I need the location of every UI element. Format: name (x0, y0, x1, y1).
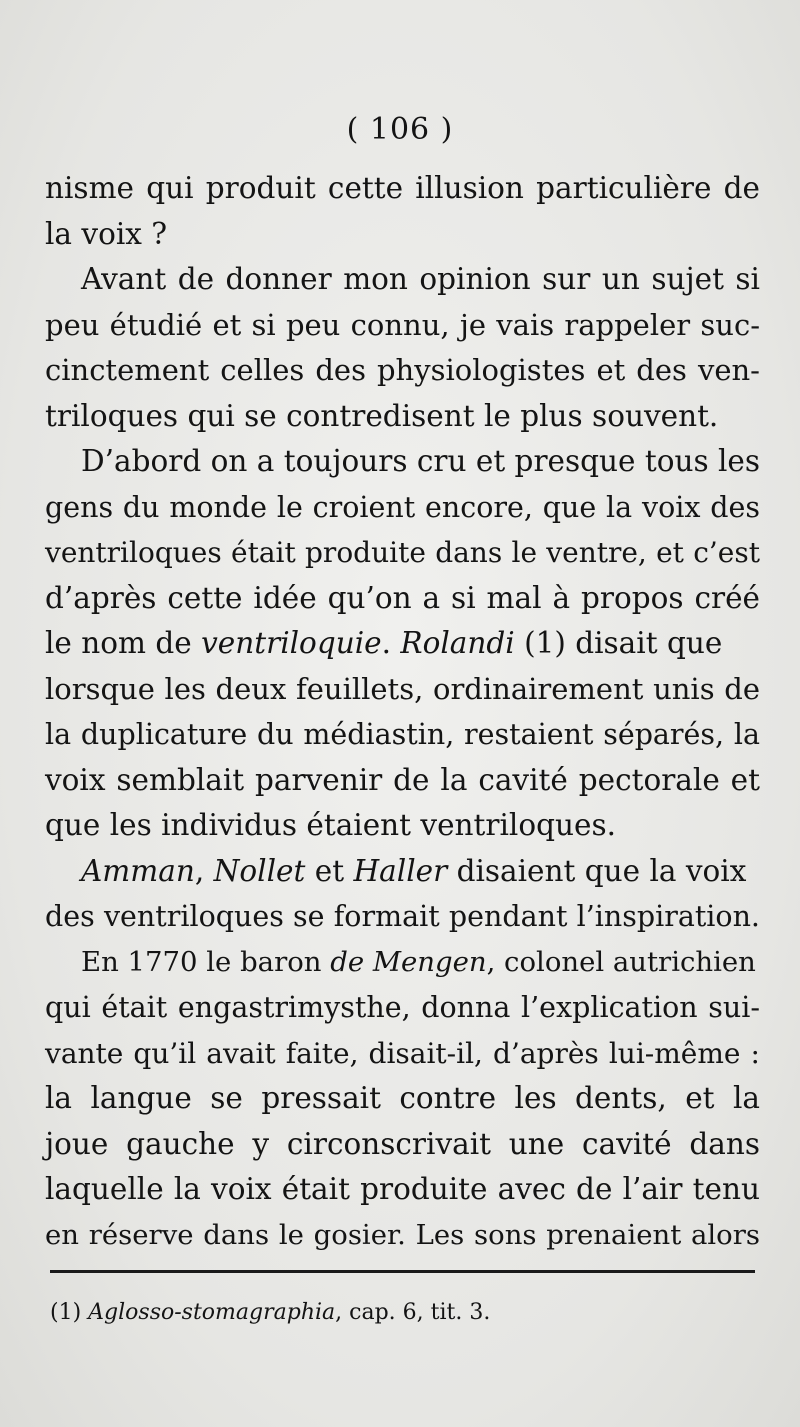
italic-segment: Haller (353, 853, 448, 888)
text-line: vante qu’il avait faite, disait-il, d’après lui-même : (45, 1036, 760, 1070)
footnote-reference: , cap. 6, tit. 3. (335, 1300, 491, 1325)
text-line (45, 576, 760, 622)
text-line (45, 940, 760, 986)
text-line (45, 621, 760, 667)
italic-segment: Amman (81, 853, 195, 888)
text-line: la langue se pressait contre les dents, et la (45, 1081, 760, 1115)
text-line: triloques qui se contredisent le plus souvent. (45, 398, 719, 433)
text-line: des ventriloques se formait pendant l’inspiration. (45, 900, 760, 933)
text-segment: En 1770 le baron (81, 945, 331, 978)
body-text (45, 166, 760, 1258)
text-line: la voix ? (45, 216, 168, 251)
text-segment: d’après cette idée qu’on a si mal à propos créé (45, 580, 760, 615)
text-line: que les individus étaient ventriloques. (45, 808, 616, 842)
text-line (45, 849, 760, 895)
text-segment: et (305, 853, 354, 888)
page-number: ( 106 ) (346, 112, 454, 147)
text-segment: , (194, 853, 214, 888)
text-line: Avant de donner mon opinion sur un sujet si (81, 262, 760, 296)
italic-segment: ventriloquie (201, 626, 382, 660)
text-segment: le nom de (45, 626, 202, 660)
text-line: D’abord on a toujours cru et presque tous les (81, 444, 761, 478)
italic-segment: Nollet (213, 853, 306, 888)
text-segment: . (381, 626, 401, 660)
text-segment: disaient que la voix (447, 853, 747, 888)
footnote-marker: (1) (50, 1300, 89, 1325)
text-line: en réserve dans le gosier. Les sons prenaient alors (45, 1218, 760, 1251)
footnote-rule (50, 1270, 755, 1273)
text-line: joue gauche y circonscrivait une cavité dans (45, 1126, 760, 1161)
text-line: qui était engastrimysthe, donna l’explication sui- (45, 991, 760, 1024)
text-line: voix semblait parvenir de la cavité pectorale et (45, 762, 760, 797)
footnote (50, 1300, 490, 1325)
text-line: ventriloques était produite dans le ventre, et c’est (45, 536, 760, 569)
italic-segment: Rolandi (400, 626, 515, 660)
text-line: la duplicature du médiastin, restaient séparés, la (45, 718, 760, 751)
text-line: cinctement celles des physiologistes et des ven- (45, 353, 760, 387)
text-line: lorsque les deux feuillets, ordinairement unis de (45, 671, 760, 706)
text-line: laquelle la voix était produite avec de l’air tenu (45, 1172, 760, 1206)
italic-segment: de Mengen (330, 945, 487, 978)
text-segment: (1) disait que (514, 626, 723, 660)
text-segment: , colonel autrichien (486, 945, 756, 978)
text-line: peu étudié et si peu connu, je vais rappeler suc- (45, 307, 760, 342)
footnote-work-title: Aglosso-stomagraphia (88, 1300, 336, 1325)
text-line: nisme qui produit cette illusion particulière de (45, 171, 760, 205)
text-line: gens du monde le croient encore, que la voix des (45, 490, 760, 524)
